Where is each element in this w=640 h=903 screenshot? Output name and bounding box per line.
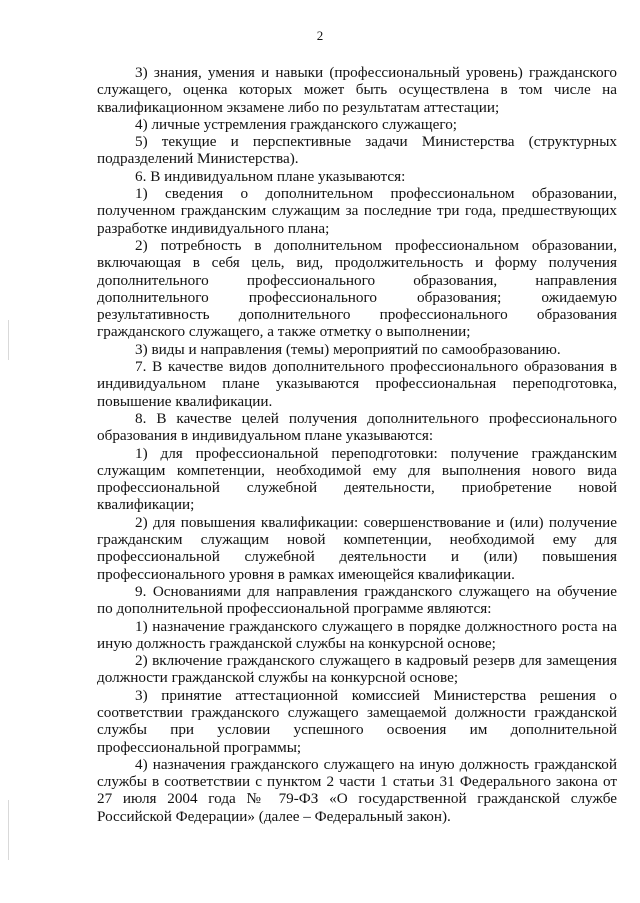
document-body [97, 64, 617, 825]
paragraph-section-7: 7. В качестве видов дополнительного профессионального образования в индивидуальном плане указываются профессиональная переподготовка, повышение квалификации. [97, 358, 617, 410]
scan-margin-mark [8, 320, 9, 360]
paragraph-item-8-1-retraining: 1) для профессиональной переподготовки: получение гражданским служащим компетенции, необходимой ему для выполнения нового вида профессиональной служебной деятельности, приобретение новой квалификации; [97, 444, 617, 514]
paragraph-item-4-personal-aspirations: 4) личные устремления гражданского служащего; [135, 115, 458, 133]
paragraph-item-6-1-education-info: 1) сведения о дополнительном профессиональном образовании, полученном гражданским служащим за последние три года, предшествующих разработке индивидуального плана; [97, 185, 617, 237]
paragraph-section-8-heading: 8. В качестве целей получения дополнительного профессионального образования в индивидуальном плане указываются: [97, 409, 617, 445]
paragraph-item-9-1-appointment: 1) назначение гражданского служащего в порядке должностного роста на иную должность гражданской службы на конкурсной основе; [97, 617, 617, 652]
paragraph-item-9-4-federal-law: 4) назначения гражданского служащего на иную должность гражданской службы в соответствии с пунктом 2 части 1 статьи 31 Федерального закона от 27 июля 2004 года № 79-ФЗ «О государственной гражданской службе Российской Федерации» (далее – Федеральный закон). [97, 755, 617, 825]
paragraph-section-9-heading: 9. Основаниями для направления гражданского служащего на обучение по дополнительной профессиональной программе являются: [97, 582, 617, 618]
paragraph-section-6-heading: 6. В индивидуальном плане указываются: [135, 167, 406, 185]
paragraph-item-6-3-self-education: 3) виды и направления (темы) мероприятий по самообразованию. [135, 340, 561, 358]
paragraph-item-5-ministry-tasks: 5) текущие и перспективные задачи Министерства (структурных подразделений Министерства). [97, 133, 617, 168]
paragraph-item-3-knowledge-skills: 3) знания, умения и навыки (профессиональный уровень) гражданского служащего, оценка которых может быть осуществлена в том числе на квалификационном экзамене либо по результатам аттестации; [97, 64, 617, 116]
page-number: 2 [316, 28, 324, 43]
paragraph-item-9-3-attestation: 3) принятие аттестационной комиссией Министерства решения о соответствии гражданского служащего замещаемой должности гражданской службы при условии успешного освоения им дополнительной профессиональной программы; [97, 686, 617, 756]
scan-margin-mark [8, 800, 9, 860]
paragraph-item-9-2-reserve: 2) включение гражданского служащего в кадровый резерв для замещения должности гражданской службы на конкурсной основе; [97, 652, 617, 687]
paragraph-item-8-2-qualification: 2) для повышения квалификации: совершенствование и (или) получение гражданским служащим новой компетенции, необходимой ему для профессиональной служебной деятельности и (или) повышения профессионального уровня в рамках имеющейся квалификации. [97, 513, 617, 583]
paragraph-item-6-2-education-need: 2) потребность в дополнительном профессиональном образовании, включающая в себя цель, вид, продолжительность и форму получения дополнительного профессионального образования, направления дополнительного профессионального образования; ожидаемую результативность дополнительного профессионального образования гражданского служащего, а также отметку о выполнении; [97, 236, 617, 341]
